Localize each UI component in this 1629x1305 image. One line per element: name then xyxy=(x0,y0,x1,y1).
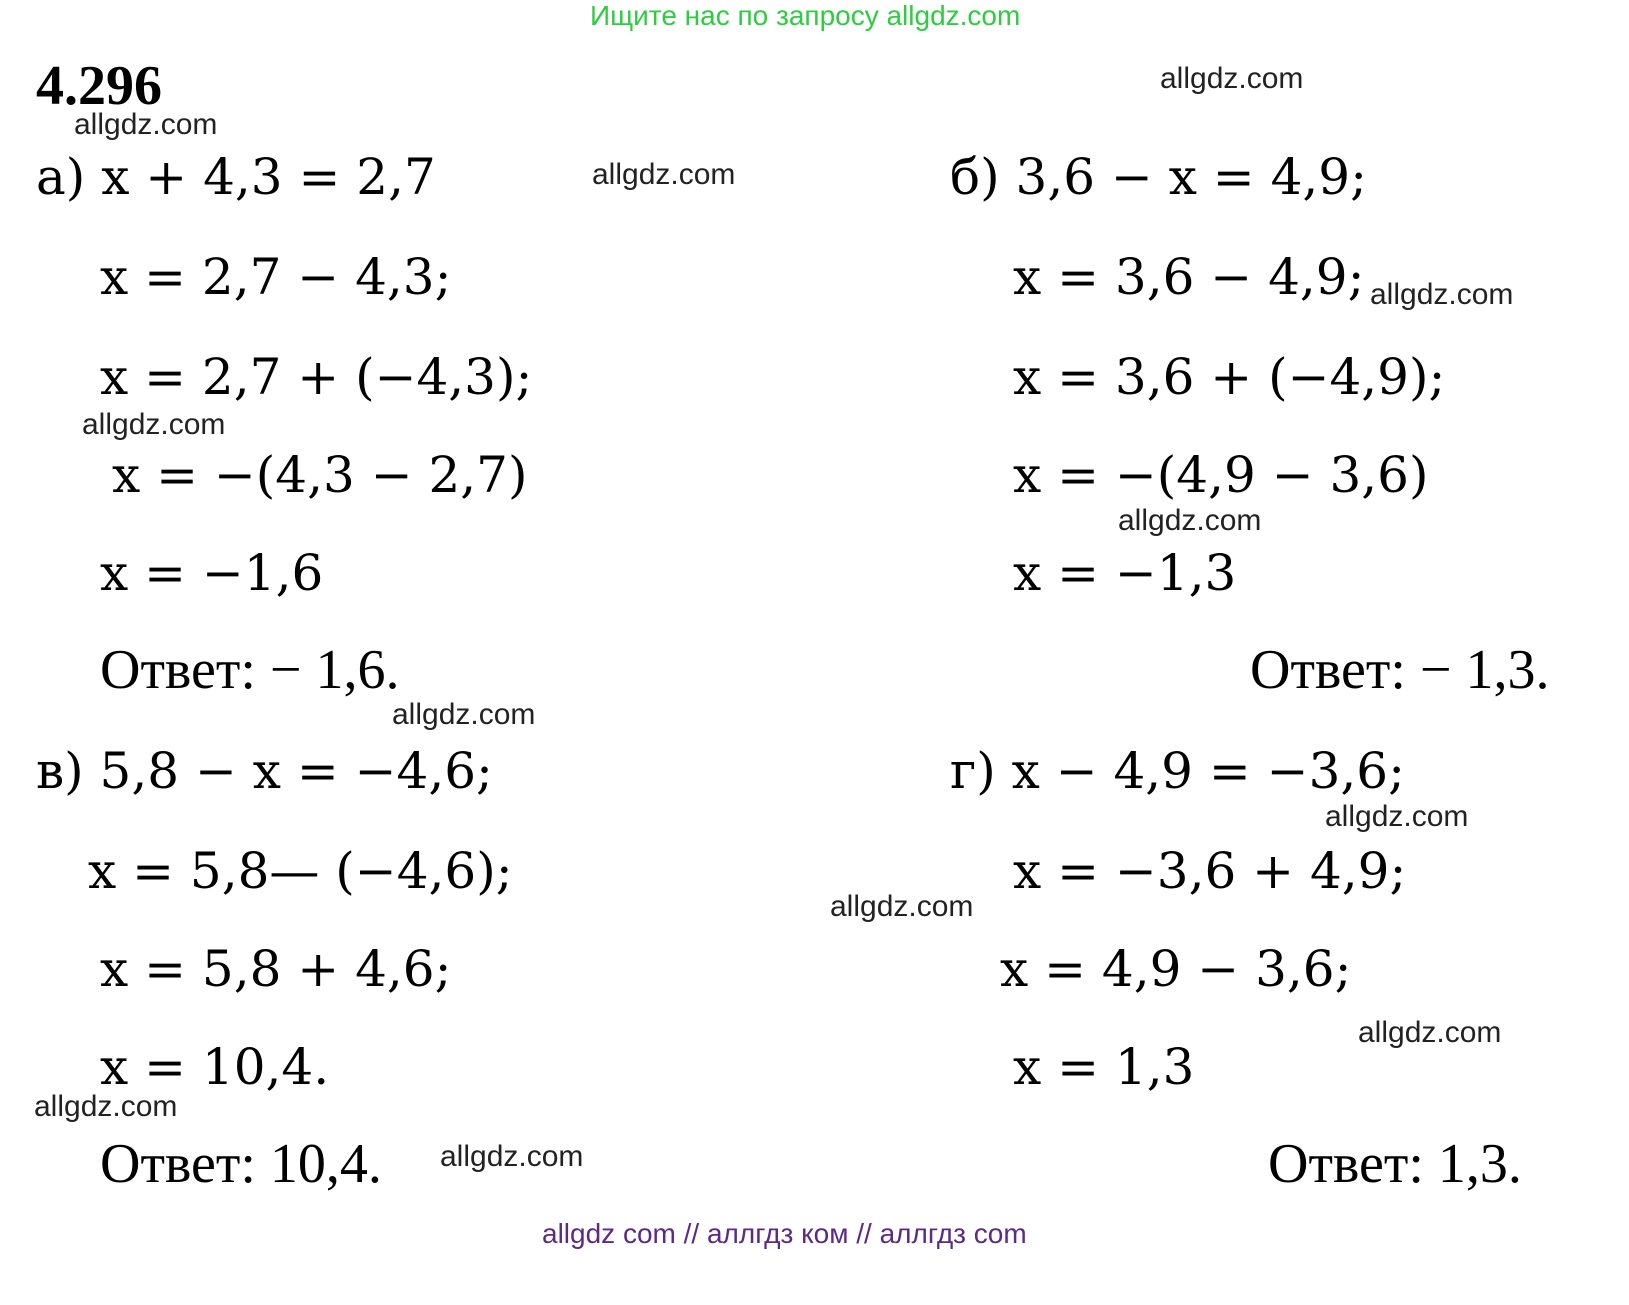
watermark: allgdz.com xyxy=(74,108,218,141)
part-g-step: x = −3,6 + 4,9; xyxy=(1013,842,1407,900)
watermark: allgdz.com xyxy=(1358,1016,1502,1049)
problem-number: 4.296 xyxy=(36,55,162,117)
part-a-answer: Ответ: − 1,6. xyxy=(100,639,400,701)
watermark: allgdz.com xyxy=(440,1140,584,1173)
part-a-equation: а) x + 4,3 = 2,7 xyxy=(36,148,436,206)
part-a-step: x = 2,7 − 4,3; xyxy=(100,248,452,306)
part-b-equation: б) 3,6 − x = 4,9; xyxy=(950,148,1367,206)
site-footer: allgdz com // аллгдз ком // аллгдз com xyxy=(542,1218,1027,1249)
part-b-result: x = −1,3 xyxy=(1013,544,1237,602)
watermark: allgdz.com xyxy=(1370,278,1514,311)
part-b-step: x = 3,6 + (−4,9); xyxy=(1013,348,1446,406)
part-b-step: x = 3,6 − 4,9; xyxy=(1013,248,1365,306)
watermark: allgdz.com xyxy=(830,890,974,923)
watermark: allgdz.com xyxy=(34,1090,178,1123)
part-g-equation: г) x − 4,9 = −3,6; xyxy=(950,742,1405,800)
watermark: allgdz.com xyxy=(1325,800,1469,833)
part-a-result: x = −1,6 xyxy=(100,544,324,602)
site-banner: Ищите нас по запросу allgdz.com xyxy=(590,0,1021,31)
part-b-step: x = −(4,9 − 3,6) xyxy=(1013,446,1429,504)
part-a-step: x = 2,7 + (−4,3); xyxy=(100,348,533,406)
part-v-step: x = 5,8— (−4,6); xyxy=(88,842,513,900)
part-g-answer: Ответ: 1,3. xyxy=(1268,1133,1522,1195)
watermark: allgdz.com xyxy=(1118,504,1262,537)
watermark: allgdz.com xyxy=(1160,62,1304,95)
part-v-answer: Ответ: 10,4. xyxy=(100,1133,382,1195)
watermark: allgdz.com xyxy=(82,408,226,441)
part-v-result: x = 10,4. xyxy=(100,1038,330,1096)
watermark: allgdz.com xyxy=(392,698,536,731)
watermark: allgdz.com xyxy=(592,158,736,191)
part-g-result: x = 1,3 xyxy=(1013,1038,1195,1096)
part-v-step: x = 5,8 + 4,6; xyxy=(100,940,452,998)
part-a-step: x = −(4,3 − 2,7) xyxy=(112,446,528,504)
part-b-answer: Ответ: − 1,3. xyxy=(1250,639,1550,701)
part-v-equation: в) 5,8 − x = −4,6; xyxy=(36,742,493,800)
part-g-step: x = 4,9 − 3,6; xyxy=(1000,940,1352,998)
